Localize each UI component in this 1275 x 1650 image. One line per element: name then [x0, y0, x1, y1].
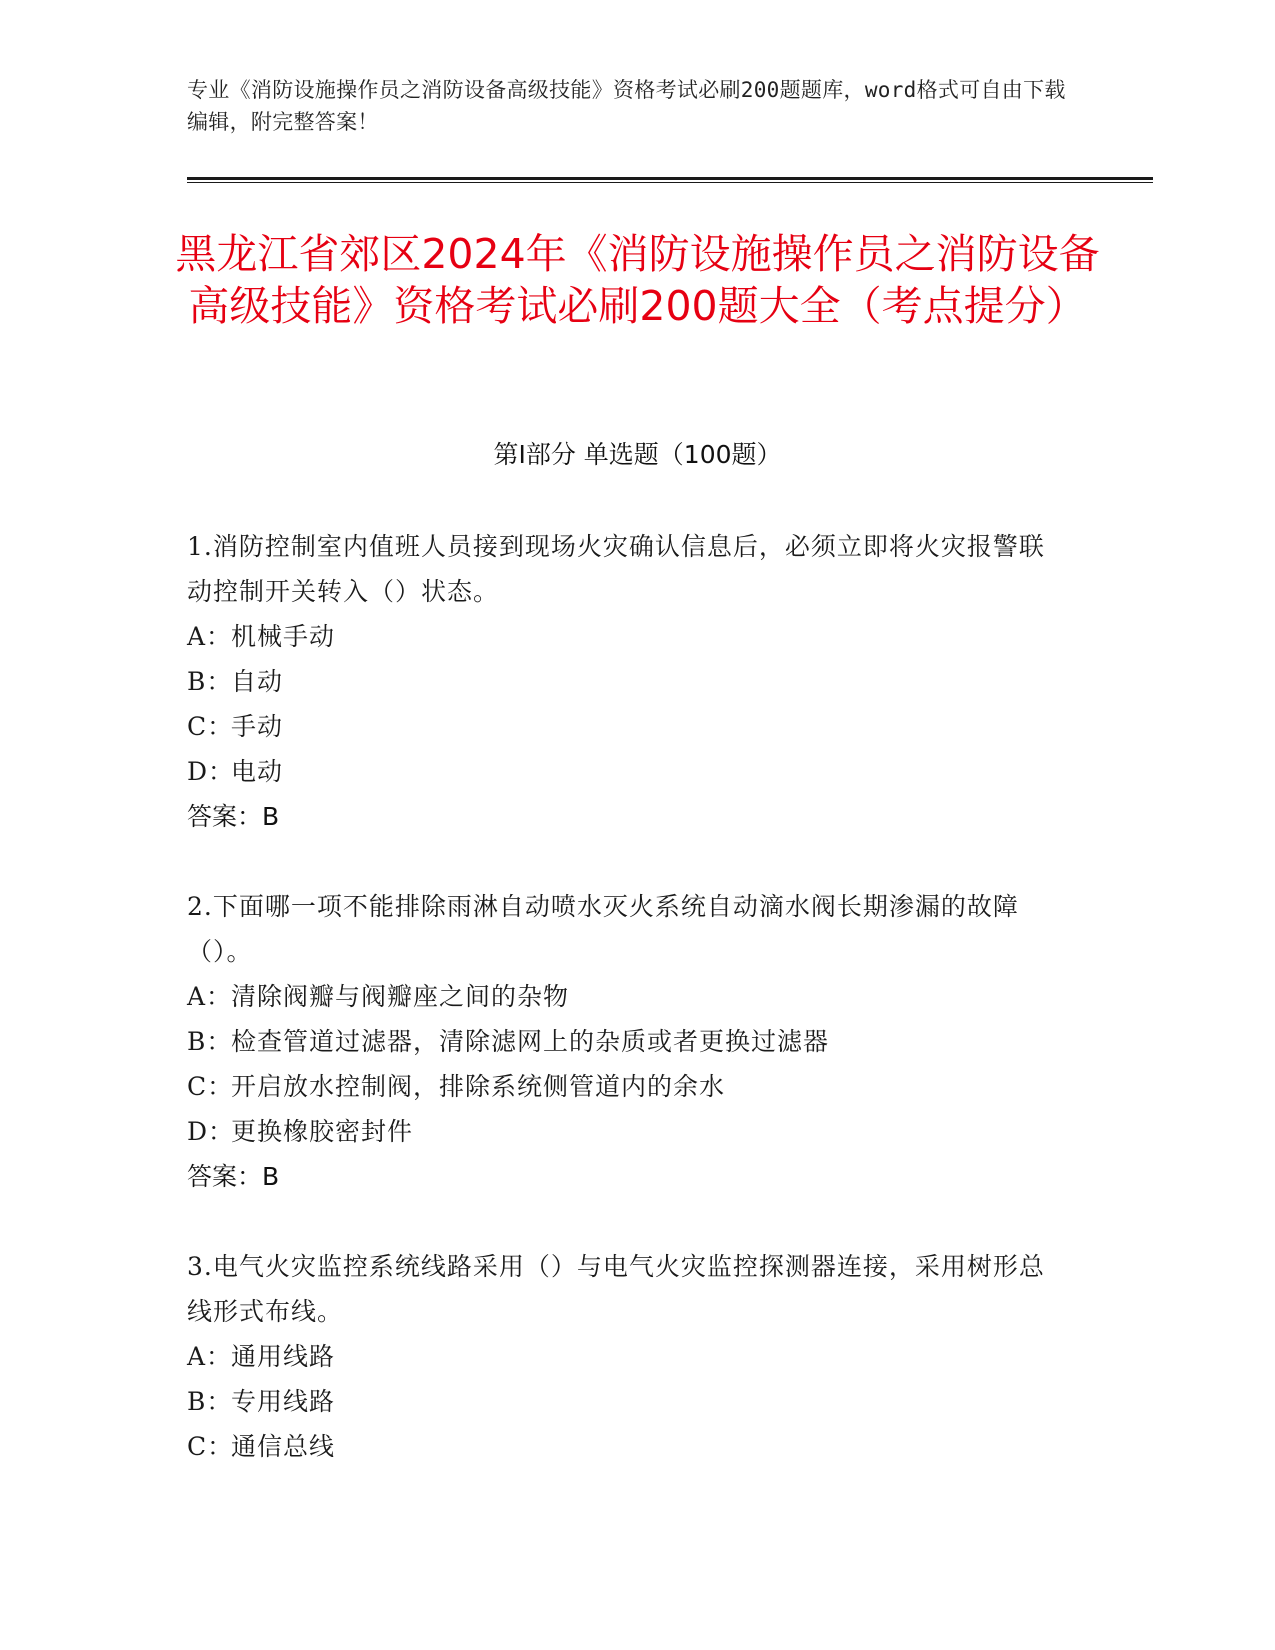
option-key: B： — [187, 1387, 233, 1416]
option-key: D： — [187, 1117, 235, 1146]
option-text: 检查管道过滤器，清除滤网上的杂质或者更换过滤器 — [231, 1027, 830, 1056]
option-key: A： — [187, 622, 233, 651]
option-d — [187, 749, 1067, 794]
option-text: 机械手动 — [231, 622, 336, 651]
option-text: 专用线路 — [231, 1387, 336, 1416]
header-note: 专业《消防设施操作员之消防设备高级技能》资格考试必刷200题题库，word格式可自由下载编辑，附完整答案！ — [187, 78, 1066, 134]
option-b — [187, 1379, 1067, 1424]
header-divider-thin — [187, 182, 1153, 183]
option-c — [187, 1424, 1067, 1469]
option-text: 电动 — [231, 757, 284, 786]
option-text: 清除阀瓣与阀瓣座之间的杂物 — [231, 982, 570, 1011]
option-key: A： — [187, 982, 233, 1011]
option-b — [187, 1019, 1067, 1064]
option-text: 通用线路 — [231, 1342, 336, 1371]
option-key: B： — [187, 1027, 233, 1056]
section-heading: 第Ⅰ部分 单选题（100题） — [493, 440, 782, 469]
option-c — [187, 1064, 1067, 1109]
document-title: 黑龙江省郊区2024年《消防设施操作员之消防设备高级技能》资格考试必刷200题大全（考点提分） — [175, 230, 1100, 330]
question-stem: 3.电气火灾监控系统线路采用（）与电气火灾监控探测器连接，采用树形总线形式布线。 — [187, 1252, 1045, 1326]
answer-line: 答案：B — [187, 1162, 280, 1191]
question-stem: 2.下面哪一项不能排除雨淋自动喷水灭火系统自动滴水阀长期渗漏的故障（）。 — [187, 892, 1019, 966]
option-text: 更换橡胶密封件 — [231, 1117, 414, 1146]
option-a — [187, 974, 1067, 1019]
header-divider-thick — [187, 177, 1153, 180]
option-a — [187, 1334, 1067, 1379]
option-key: A： — [187, 1342, 233, 1371]
option-a — [187, 614, 1067, 659]
question-1 — [187, 524, 1067, 839]
question-2 — [187, 884, 1067, 1199]
option-key: C： — [187, 1072, 234, 1101]
option-key: D： — [187, 757, 235, 786]
option-d — [187, 1109, 1067, 1154]
option-text: 开启放水控制阀，排除系统侧管道内的余水 — [231, 1072, 726, 1101]
option-text: 手动 — [231, 712, 284, 741]
option-text: 自动 — [231, 667, 284, 696]
option-c — [187, 704, 1067, 749]
option-b — [187, 659, 1067, 704]
question-stem: 1.消防控制室内值班人员接到现场火灾确认信息后，必须立即将火灾报警联动控制开关转入（）状态。 — [187, 532, 1045, 606]
option-key: B： — [187, 667, 233, 696]
answer-line: 答案：B — [187, 802, 280, 831]
option-key: C： — [187, 1432, 234, 1461]
question-3 — [187, 1244, 1067, 1469]
option-text: 通信总线 — [231, 1432, 336, 1461]
option-key: C： — [187, 712, 234, 741]
